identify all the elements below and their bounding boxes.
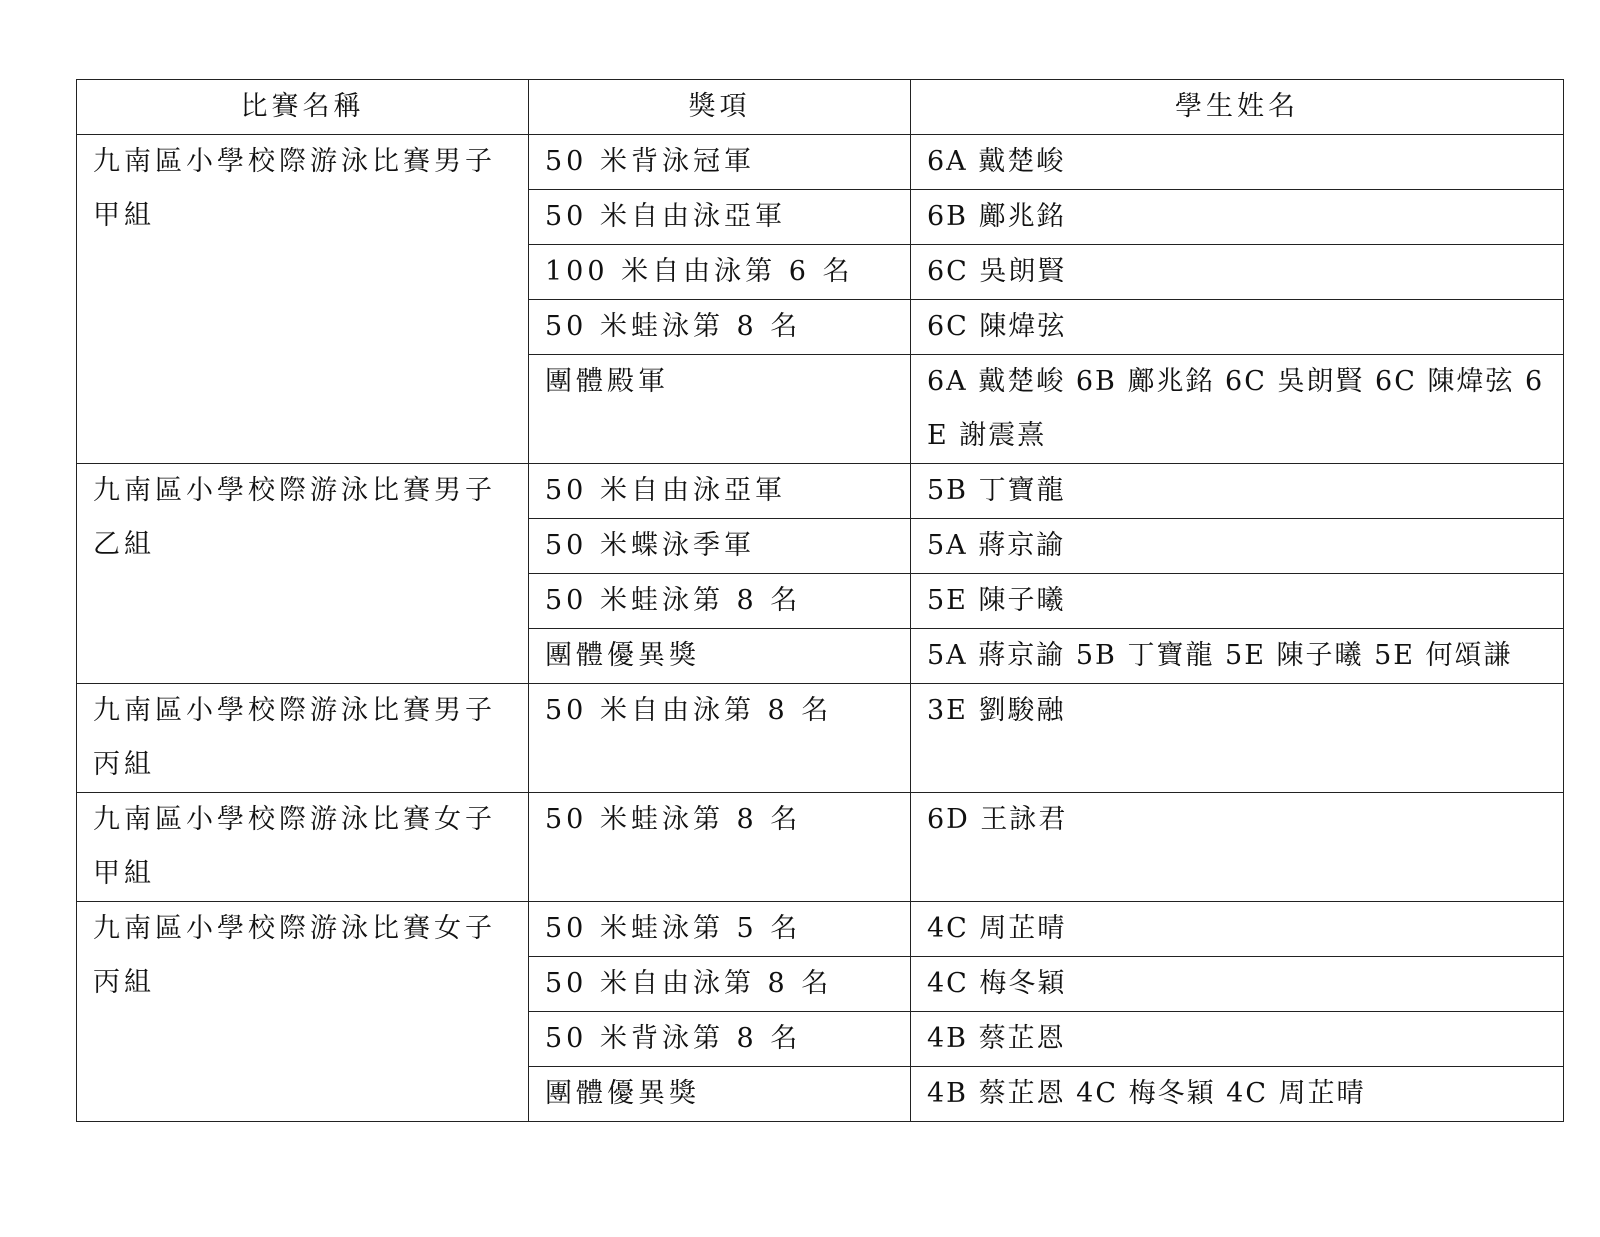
competition-cell: 九南區小學校際游泳比賽女子丙組 bbox=[77, 902, 529, 1122]
students-cell: 6C 吳朗賢 bbox=[911, 245, 1564, 300]
students-cell: 4B 蔡芷恩 4C 梅冬穎 4C 周芷晴 bbox=[911, 1067, 1564, 1122]
award-cell: 50 米蛙泳第 8 名 bbox=[529, 300, 911, 355]
award-cell: 團體優異獎 bbox=[529, 629, 911, 684]
students-cell: 5A 蔣京諭 bbox=[911, 519, 1564, 574]
award-cell: 團體優異獎 bbox=[529, 1067, 911, 1122]
students-cell: 4B 蔡芷恩 bbox=[911, 1012, 1564, 1067]
students-cell: 6A 戴楚峻 bbox=[911, 135, 1564, 190]
students-cell: 6C 陳煒弦 bbox=[911, 300, 1564, 355]
table-row bbox=[77, 793, 1564, 902]
award-cell: 50 米蝶泳季軍 bbox=[529, 519, 911, 574]
table-row bbox=[77, 464, 1564, 519]
students-cell: 3E 劉駿融 bbox=[911, 684, 1564, 793]
header-award: 獎項 bbox=[529, 80, 911, 135]
header-competition: 比賽名稱 bbox=[77, 80, 529, 135]
students-cell: 5A 蔣京諭 5B 丁寶龍 5E 陳子曦 5E 何頌謙 bbox=[911, 629, 1564, 684]
students-cell: 6B 鄺兆銘 bbox=[911, 190, 1564, 245]
award-cell: 50 米自由泳第 8 名 bbox=[529, 957, 911, 1012]
competition-cell: 九南區小學校際游泳比賽男子乙組 bbox=[77, 464, 529, 684]
students-cell: 6A 戴楚峻 6B 鄺兆銘 6C 吳朗賢 6C 陳煒弦 6E 謝震熹 bbox=[911, 355, 1564, 464]
students-cell: 4C 周芷晴 bbox=[911, 902, 1564, 957]
award-cell: 50 米背泳第 8 名 bbox=[529, 1012, 911, 1067]
award-cell: 50 米自由泳亞軍 bbox=[529, 190, 911, 245]
students-cell: 4C 梅冬穎 bbox=[911, 957, 1564, 1012]
award-cell: 團體殿軍 bbox=[529, 355, 911, 464]
competition-cell: 九南區小學校際游泳比賽男子甲組 bbox=[77, 135, 529, 464]
competition-cell: 九南區小學校際游泳比賽男子丙組 bbox=[77, 684, 529, 793]
award-cell: 50 米背泳冠軍 bbox=[529, 135, 911, 190]
students-cell: 5B 丁寶龍 bbox=[911, 464, 1564, 519]
table-row bbox=[77, 684, 1564, 793]
table-header-row bbox=[77, 80, 1564, 135]
students-cell: 5E 陳子曦 bbox=[911, 574, 1564, 629]
table-row bbox=[77, 135, 1564, 190]
award-cell: 50 米自由泳第 8 名 bbox=[529, 684, 911, 793]
table-row bbox=[77, 902, 1564, 957]
award-cell: 50 米蛙泳第 8 名 bbox=[529, 574, 911, 629]
competition-cell: 九南區小學校際游泳比賽女子甲組 bbox=[77, 793, 529, 902]
award-cell: 50 米蛙泳第 8 名 bbox=[529, 793, 911, 902]
students-cell: 6D 王詠君 bbox=[911, 793, 1564, 902]
award-cell: 50 米自由泳亞軍 bbox=[529, 464, 911, 519]
award-cell: 100 米自由泳第 6 名 bbox=[529, 245, 911, 300]
awards-table bbox=[76, 79, 1564, 1122]
award-cell: 50 米蛙泳第 5 名 bbox=[529, 902, 911, 957]
header-students: 學生姓名 bbox=[911, 80, 1564, 135]
